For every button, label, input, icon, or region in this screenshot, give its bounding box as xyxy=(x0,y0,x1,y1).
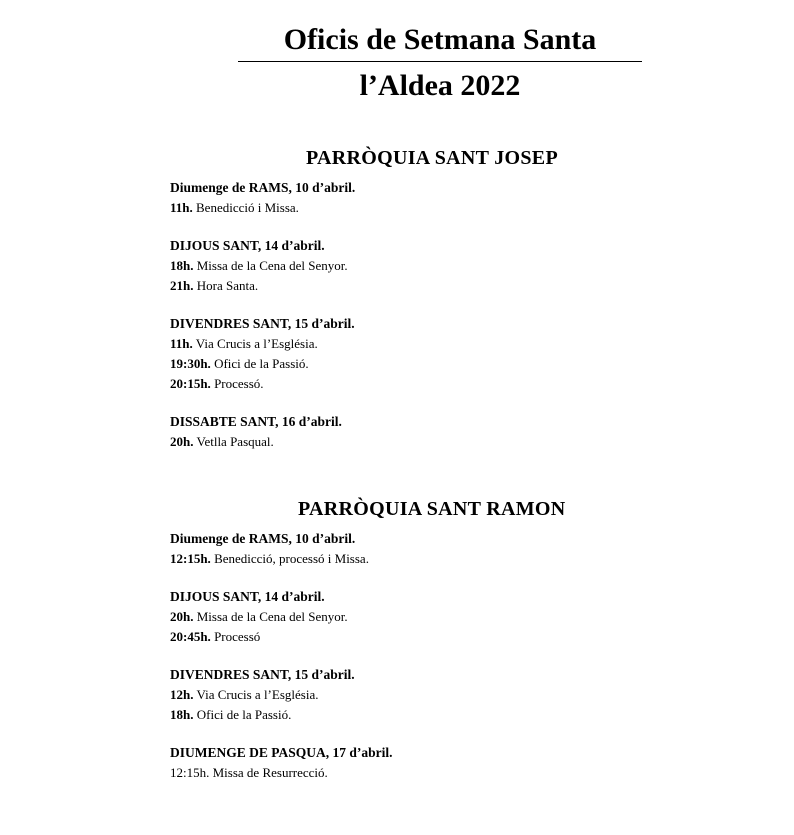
event-block xyxy=(170,412,750,452)
event-day: Diumenge de RAMS, 10 d’abril. xyxy=(170,180,356,195)
event-day: DIJOUS SANT, 14 d’abril. xyxy=(170,238,325,253)
item-time: 20h. xyxy=(170,434,194,449)
event-block xyxy=(170,743,750,783)
event-day: DISSABTE SANT, 16 d’abril. xyxy=(170,414,342,429)
item-time: 12:15h. xyxy=(170,551,211,566)
item-description: Ofici de la Passió. xyxy=(214,356,309,371)
item-time: 18h. xyxy=(170,258,194,273)
schedule-item xyxy=(170,763,750,783)
document-subtitle: l’Aldea 2022 xyxy=(359,69,521,102)
event-day: Diumenge de RAMS, 10 d’abril. xyxy=(170,531,356,546)
item-description: Processó xyxy=(214,629,261,644)
item-description: Missa de la Cena del Senyor. xyxy=(196,258,348,273)
parish-section xyxy=(170,497,750,783)
event-day: DIJOUS SANT, 14 d’abril. xyxy=(170,589,325,604)
schedule-item xyxy=(170,354,750,374)
item-description: Via Crucis a l’Església. xyxy=(195,336,318,351)
schedule-item xyxy=(170,627,750,647)
parish-title: PARRÒQUIA SANT RAMON xyxy=(298,498,566,520)
item-time: 21h. xyxy=(170,278,194,293)
schedule-item xyxy=(170,549,750,569)
item-description: Vetlla Pasqual. xyxy=(196,434,274,449)
event-block xyxy=(170,236,750,296)
schedule-item xyxy=(170,705,750,725)
parish-title: PARRÒQUIA SANT JOSEP xyxy=(306,147,558,169)
schedule-item xyxy=(170,334,750,354)
schedule-item xyxy=(170,432,750,452)
schedule-item xyxy=(170,276,750,296)
event-block xyxy=(170,178,750,218)
item-time: 12h. xyxy=(170,687,194,702)
schedule-item xyxy=(170,374,750,394)
schedule-item xyxy=(170,685,750,705)
event-block xyxy=(170,665,750,725)
schedule-item xyxy=(170,256,750,276)
parish-section xyxy=(170,146,750,452)
event-block xyxy=(170,529,750,569)
schedule-item xyxy=(170,198,750,218)
item-time: 11h. xyxy=(170,200,193,215)
event-day: DIVENDRES SANT, 15 d’abril. xyxy=(170,667,355,682)
event-list xyxy=(170,529,750,783)
item-description: Missa de la Cena del Senyor. xyxy=(196,609,348,624)
event-list xyxy=(170,178,750,452)
item-description: Hora Santa. xyxy=(196,278,259,293)
item-time: 20h. xyxy=(170,609,194,624)
document-title: Oficis de Setmana Santa xyxy=(283,23,597,56)
item-description: Ofici de la Passió. xyxy=(196,707,292,722)
event-block xyxy=(170,314,750,394)
schedule-item xyxy=(170,607,750,627)
item-time: 20:45h. xyxy=(170,629,211,644)
item-time: 11h. xyxy=(170,336,193,351)
item-time: 19:30h. xyxy=(170,356,211,371)
title-divider xyxy=(238,61,642,62)
event-block xyxy=(170,587,750,647)
item-description: Missa de Resurrecció. xyxy=(212,765,328,780)
item-time: 18h. xyxy=(170,707,194,722)
item-description: Processó. xyxy=(214,376,264,391)
event-day: DIVENDRES SANT, 15 d’abril. xyxy=(170,316,355,331)
item-description: Benedicció i Missa. xyxy=(196,200,299,215)
item-time: 20:15h. xyxy=(170,376,211,391)
event-day: DIUMENGE DE PASQUA, 17 d’abril. xyxy=(170,745,393,760)
item-description: Via Crucis a l’Església. xyxy=(196,687,319,702)
item-time: 12:15h. xyxy=(170,765,210,780)
item-description: Benedicció, processó i Missa. xyxy=(214,551,369,566)
